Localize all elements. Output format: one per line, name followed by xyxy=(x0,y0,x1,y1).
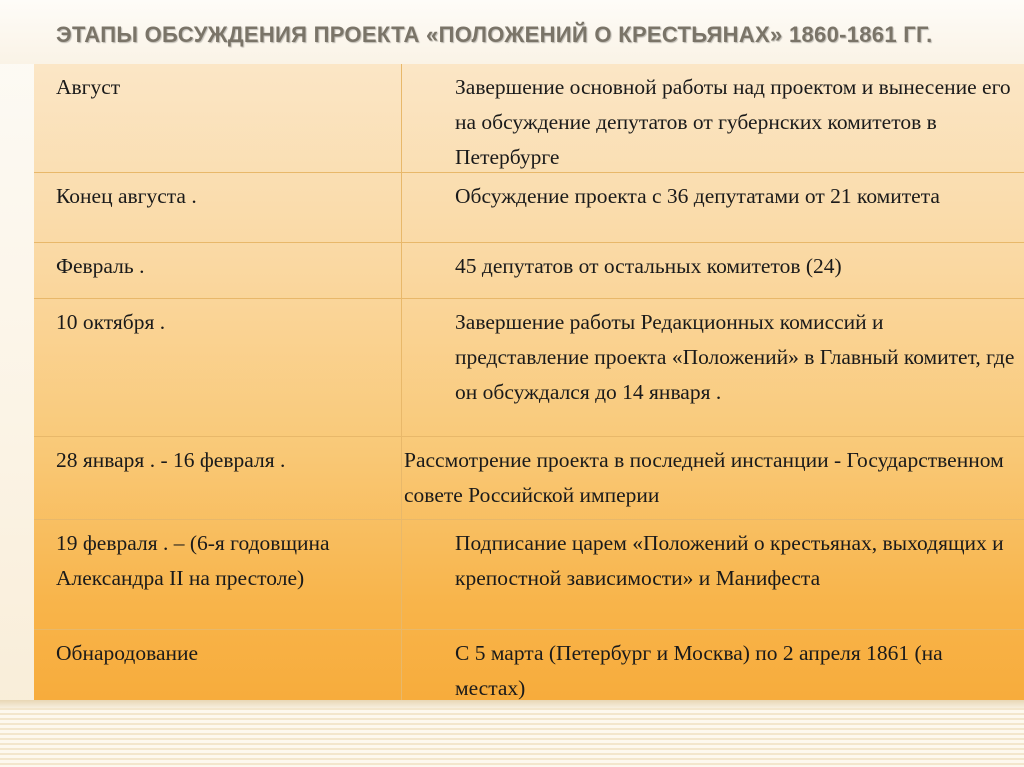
date-cell: Февраль . xyxy=(56,254,145,278)
date-cell: 28 января . - 16 февраля . xyxy=(56,448,286,472)
event-cell: Рассмотрение проекта в последней инстанции - Государственном совете Российской империи xyxy=(404,448,1004,507)
event-cell: Подписание царем «Положений о крестьянах, выходящих и крепостной зависимости» и Манифеста xyxy=(455,531,1004,590)
stages-table xyxy=(34,64,1024,700)
table-row xyxy=(34,243,1024,299)
table-row xyxy=(34,630,1024,700)
table-row xyxy=(34,437,1024,520)
column-divider xyxy=(401,64,402,700)
date-cell: Август xyxy=(56,75,121,99)
date-cell: Конец августа . xyxy=(56,184,197,208)
date-cell: Обнародование xyxy=(56,641,199,665)
table-row xyxy=(34,520,1024,630)
event-cell: Завершение работы Редакционных комиссий и представление проекта «Положений» в Главный комитет, где он обсуждался до 14 января . xyxy=(455,310,1015,404)
table-row xyxy=(34,64,1024,173)
event-cell: С 5 марта (Петербург и Москва) по 2 апреля 1861 (на местах) xyxy=(455,641,943,700)
table-row xyxy=(34,299,1024,437)
slide-title: ЭТАПЫ ОБСУЖДЕНИЯ ПРОЕКТА «ПОЛОЖЕНИЙ О КРЕСТЬЯНАХ» 1860-1861 ГГ. xyxy=(56,22,933,47)
date-cell: 10 октября . xyxy=(56,310,166,334)
event-cell: 45 депутатов от остальных комитетов (24) xyxy=(455,254,842,278)
footer-decoration xyxy=(0,700,1024,767)
event-cell: Обсуждение проекта с 36 депутатами от 21 комитета xyxy=(455,184,940,208)
date-cell: 19 февраля . – (6-я годовщина Александра II на престоле) xyxy=(56,531,330,590)
title-bar xyxy=(0,0,1024,64)
table-row xyxy=(34,173,1024,243)
event-cell: Завершение основной работы над проектом и вынесение его на обсуждение депутатов от губернских комитетов в Петербурге xyxy=(455,75,1011,169)
